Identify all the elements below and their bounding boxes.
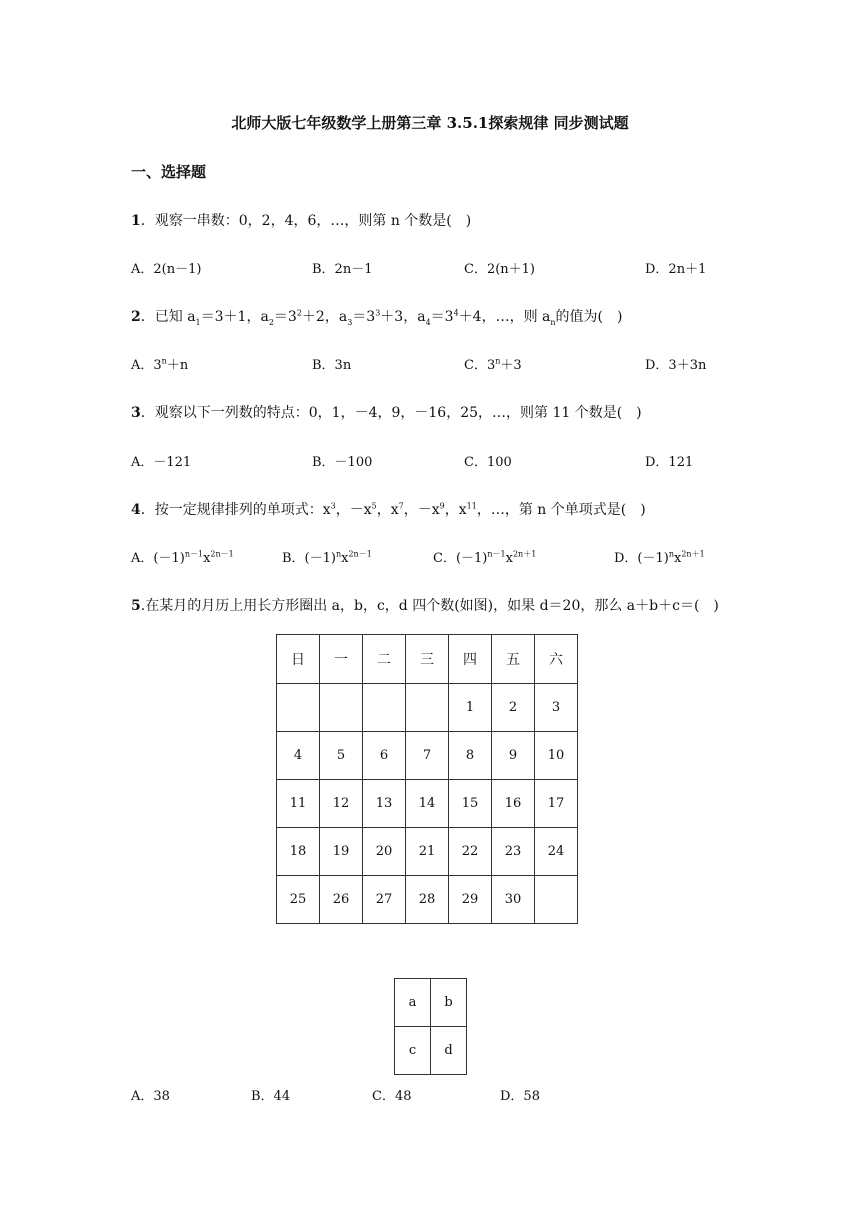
text-part: B．(－1) (282, 551, 336, 566)
question-number: 2 (131, 309, 141, 325)
calendar-table (276, 634, 578, 924)
calendar-cell: 4 (277, 732, 320, 780)
abcd-grid (394, 978, 467, 1075)
calendar-cell: 11 (277, 780, 320, 828)
calendar-cell: 22 (449, 828, 492, 876)
question-number: 5 (131, 598, 141, 614)
text-part: ＋n (166, 358, 189, 373)
subscript: n (550, 317, 556, 327)
text-part: ＋4，…，则 a (458, 309, 551, 325)
text-part: ．按一定规律排列的单项式：x (140, 502, 331, 518)
subscript: 3 (347, 317, 353, 327)
question-3 (131, 402, 642, 422)
subscript: 4 (425, 317, 431, 327)
text-part: ＋3 (500, 358, 522, 373)
weekday-header: 四 (449, 635, 492, 684)
question-2 (131, 306, 622, 326)
calendar-cell: 7 (406, 732, 449, 780)
section-heading: 一、选择题 (131, 163, 207, 181)
superscript: 11 (466, 501, 477, 511)
q1-option-c: C．2(n＋1) (464, 262, 536, 277)
calendar-row (277, 780, 578, 828)
calendar-cell: 5 (320, 732, 363, 780)
calendar-cell: 19 (320, 828, 363, 876)
grid-cell: c (395, 1027, 431, 1075)
superscript: n (161, 356, 167, 366)
text-part: ．已知 a (140, 309, 196, 325)
subscript: 2 (268, 317, 274, 327)
weekday-header: 五 (492, 635, 535, 684)
q4-option-d (614, 547, 705, 566)
calendar-cell: 2 (492, 684, 535, 732)
grid-cell: b (431, 979, 467, 1027)
calendar-cell: 15 (449, 780, 492, 828)
superscript: 5 (371, 501, 377, 511)
text-part: x (203, 551, 211, 566)
text-part: ，－x (403, 502, 440, 518)
calendar-header-row (277, 635, 578, 684)
weekday-header: 三 (406, 635, 449, 684)
text-part: ，x (376, 502, 399, 518)
calendar-cell: 17 (535, 780, 578, 828)
superscript: 4 (453, 308, 459, 318)
calendar-cell (277, 684, 320, 732)
grid-row (395, 979, 467, 1027)
question-number: 1 (131, 213, 141, 229)
q5-option-c: C．48 (372, 1089, 412, 1104)
q1-option-a: A．2(n－1) (131, 262, 202, 277)
superscript: 9 (439, 501, 445, 511)
text-part: A．(－1) (131, 551, 185, 566)
weekday-header: 日 (277, 635, 320, 684)
calendar-cell (363, 684, 406, 732)
q3-option-b: B．－100 (312, 455, 373, 470)
calendar-cell: 21 (406, 828, 449, 876)
text-part: C．(－1) (433, 551, 488, 566)
text-part: ＝3＋1，a (200, 309, 269, 325)
question-5 (131, 595, 719, 615)
text-part: ＋2，a (301, 309, 348, 325)
grid-cell: d (431, 1027, 467, 1075)
weekday-header: 一 (320, 635, 363, 684)
superscript: 2n＋1 (681, 549, 705, 559)
superscript: 2 (296, 308, 302, 318)
q3-option-c: C．100 (464, 455, 512, 470)
calendar-row (277, 876, 578, 924)
calendar-cell: 29 (449, 876, 492, 924)
calendar-cell: 24 (535, 828, 578, 876)
calendar-cell: 10 (535, 732, 578, 780)
superscript: 3 (330, 501, 336, 511)
calendar-cell: 13 (363, 780, 406, 828)
subscript: 1 (195, 317, 201, 327)
superscript: n (495, 356, 501, 366)
text-part: x (341, 551, 349, 566)
calendar-cell: 23 (492, 828, 535, 876)
q4-option-c (433, 547, 536, 566)
calendar-cell: 3 (535, 684, 578, 732)
q2-option-a (131, 354, 188, 373)
calendar-row (277, 684, 578, 732)
superscript: n－1 (184, 549, 204, 559)
calendar-cell: 18 (277, 828, 320, 876)
calendar-cell: 12 (320, 780, 363, 828)
calendar-cell: 6 (363, 732, 406, 780)
q5-option-a: A．38 (131, 1089, 170, 1104)
grid-row (395, 1027, 467, 1075)
q3-option-a: A．－121 (131, 455, 192, 470)
calendar-cell (535, 876, 578, 924)
calendar-cell: 30 (492, 876, 535, 924)
question-text: ．观察以下一列数的特点：0，1，－4，9，－16，25，…，则第 11 个数是( ) (140, 405, 642, 421)
document-title: 北师大版七年级数学上册第三章 3.5.1探索规律 同步测试题 (231, 114, 629, 132)
calendar-cell: 27 (363, 876, 406, 924)
calendar-cell: 25 (277, 876, 320, 924)
q1-option-b: B．2n－1 (312, 262, 373, 277)
q5-option-b: B．44 (251, 1089, 291, 1104)
superscript: n－1 (487, 549, 506, 559)
question-1 (131, 210, 471, 230)
text-part: A．3 (131, 358, 162, 373)
calendar-cell: 16 (492, 780, 535, 828)
text-part: ，x (444, 502, 467, 518)
calendar-cell: 28 (406, 876, 449, 924)
superscript: 2n－1 (210, 549, 234, 559)
text-part: x (674, 551, 682, 566)
weekday-header: 六 (535, 635, 578, 684)
superscript: 7 (398, 501, 404, 511)
q5-option-d: D．58 (500, 1089, 540, 1104)
q2-option-c (464, 354, 522, 373)
weekday-header: 二 (363, 635, 406, 684)
question-number: 4 (131, 502, 141, 518)
text-part: C．3 (464, 358, 496, 373)
text-part: ＝3 (273, 309, 297, 325)
question-text: ．观察一串数：0，2，4，6，…，则第 n 个数是( ) (140, 213, 472, 229)
text-part: ＝3 (430, 309, 454, 325)
calendar-cell (406, 684, 449, 732)
calendar-cell: 26 (320, 876, 363, 924)
text-part: ，－x (335, 502, 372, 518)
superscript: 2n－1 (348, 549, 372, 559)
question-text: .在某月的月历上用长方形圈出 a，b，c，d 四个数(如图)，如果 d＝20，那么 a＋b＋c＝( ) (140, 598, 719, 614)
calendar-cell: 20 (363, 828, 406, 876)
text-part: D．(－1) (614, 551, 669, 566)
calendar-cell: 14 (406, 780, 449, 828)
superscript: 2n＋1 (512, 549, 537, 559)
calendar-cell (320, 684, 363, 732)
calendar-cell: 9 (492, 732, 535, 780)
q1-option-d: D．2n＋1 (645, 262, 707, 277)
text-part: 的值为( ) (555, 309, 623, 325)
text-part: ＝3 (352, 309, 376, 325)
calendar-row (277, 732, 578, 780)
calendar-cell: 8 (449, 732, 492, 780)
calendar-cell: 1 (449, 684, 492, 732)
superscript: 3 (375, 308, 381, 318)
q4-option-b (282, 547, 372, 566)
superscript: n (335, 549, 342, 559)
q4-option-a (131, 547, 234, 566)
q3-option-d: D．121 (645, 455, 694, 470)
text-part: ，…，第 n 个单项式是( ) (476, 502, 646, 518)
question-4 (131, 499, 646, 519)
text-part: x (505, 551, 513, 566)
text-part: ＋3，a (380, 309, 426, 325)
q2-option-d: D．3＋3n (645, 358, 707, 373)
q2-option-b: B．3n (312, 358, 352, 373)
superscript: n (668, 549, 674, 559)
calendar-row (277, 828, 578, 876)
grid-cell: a (395, 979, 431, 1027)
question-number: 3 (131, 405, 141, 421)
